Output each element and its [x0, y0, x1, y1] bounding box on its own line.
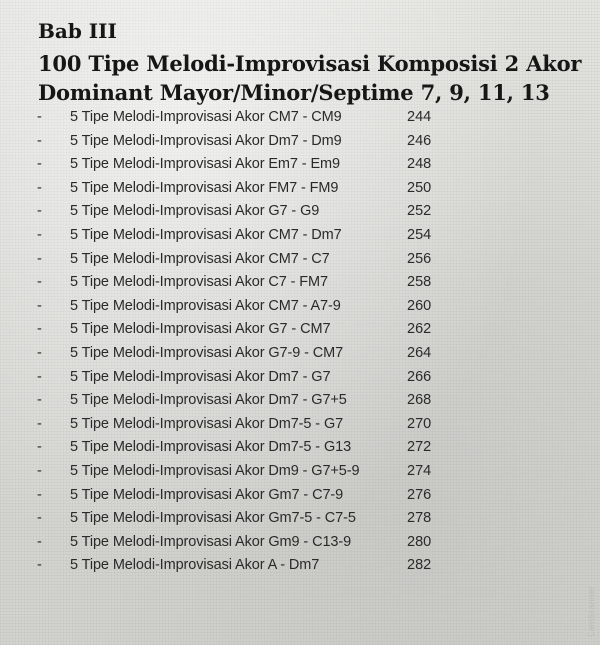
- bullet: -: [37, 368, 42, 385]
- toc-entry-title: 5 Tipe Melodi-Improvisasi Akor CM7 - A7-9: [70, 297, 341, 314]
- toc-entry-title: 5 Tipe Melodi-Improvisasi Akor CM7 - Dm7: [70, 226, 342, 243]
- toc-entry-title: 5 Tipe Melodi-Improvisasi Akor G7 - G9: [70, 203, 320, 220]
- toc-entry: [0, 295, 600, 319]
- bullet: -: [37, 344, 42, 361]
- bullet: -: [37, 109, 42, 125]
- bullet: -: [37, 179, 42, 196]
- toc-entry-title: 5 Tipe Melodi-Improvisasi Akor Dm9 - G7+5-9: [70, 462, 360, 479]
- table-of-contents: [0, 106, 600, 578]
- toc-entry: [0, 507, 600, 531]
- toc-entry-page: 262: [407, 321, 432, 338]
- bullet: -: [37, 297, 42, 314]
- toc-entry-title: 5 Tipe Melodi-Improvisasi Akor Dm7-5 - G13: [70, 439, 352, 456]
- toc-entry: [0, 224, 600, 248]
- toc-entry-title: 5 Tipe Melodi-Improvisasi Akor G7 - CM7: [70, 321, 331, 338]
- toc-entry: [0, 318, 600, 342]
- toc-entry-title: 5 Tipe Melodi-Improvisasi Akor FM7 - FM9: [70, 179, 339, 196]
- toc-entry-title: 5 Tipe Melodi-Improvisasi Akor Gm7 - C7-9: [70, 486, 344, 503]
- chapter-subtitle: Dominant Mayor/Minor/Septime 7, 9, 11, 13: [38, 80, 550, 105]
- bullet: -: [37, 203, 42, 220]
- toc-entry-title: 5 Tipe Melodi-Improvisasi Akor A - Dm7: [70, 557, 320, 574]
- toc-entry-title: 5 Tipe Melodi-Improvisasi Akor Gm9 - C13-9: [70, 533, 352, 550]
- toc-entry-page: 274: [407, 462, 432, 479]
- bullet: -: [37, 510, 42, 527]
- toc-entry-page: 260: [407, 297, 432, 314]
- toc-entry: [0, 460, 600, 484]
- bullet: -: [37, 321, 42, 338]
- toc-entry: [0, 554, 600, 578]
- bullet: -: [37, 533, 42, 550]
- toc-entry-page: 250: [407, 179, 432, 196]
- toc-entry-page: 254: [407, 226, 432, 243]
- toc-entry-title: 5 Tipe Melodi-Improvisasi Akor CM7 - C7: [70, 250, 330, 267]
- toc-entry-page: 252: [407, 203, 432, 220]
- toc-entry-page: 246: [407, 132, 432, 149]
- toc-entry: [0, 484, 600, 508]
- bullet: -: [37, 439, 42, 456]
- toc-entry-page: 264: [407, 344, 432, 361]
- toc-entry-page: 276: [407, 486, 432, 503]
- bullet: -: [37, 392, 42, 409]
- toc-entry: [0, 436, 600, 460]
- toc-entry-page: 272: [407, 439, 432, 456]
- toc-entry: [0, 342, 600, 366]
- toc-entry: [0, 389, 600, 413]
- toc-entry-title: 5 Tipe Melodi-Improvisasi Akor C7 - FM7: [70, 274, 328, 291]
- chapter-heading: Bab III: [38, 19, 117, 43]
- toc-entry-page: 270: [407, 415, 432, 432]
- toc-entry-title: 5 Tipe Melodi-Improvisasi Akor Dm7 - G7: [70, 368, 331, 385]
- bullet: -: [37, 132, 42, 149]
- toc-entry-page: 268: [407, 392, 432, 409]
- toc-entry: [0, 366, 600, 390]
- toc-entry-title: 5 Tipe Melodi-Improvisasi Akor Dm7 - Dm9: [70, 132, 342, 149]
- bullet: -: [37, 274, 42, 291]
- toc-entry: [0, 531, 600, 555]
- toc-entry: [0, 413, 600, 437]
- bullet: -: [37, 226, 42, 243]
- bullet: -: [37, 557, 42, 574]
- toc-entry-title: 5 Tipe Melodi-Improvisasi Akor CM7 - CM9: [70, 109, 342, 125]
- toc-entry-page: 248: [407, 156, 432, 173]
- toc-entry-page: 282: [407, 557, 432, 574]
- bullet: -: [37, 415, 42, 432]
- toc-entry: [0, 177, 600, 201]
- toc-entry-title: 5 Tipe Melodi-Improvisasi Akor Dm7 - G7+5: [70, 392, 347, 409]
- toc-entry-page: 258: [407, 274, 432, 291]
- toc-entry: [0, 271, 600, 295]
- bullet: -: [37, 486, 42, 503]
- chapter-title: 100 Tipe Melodi-Improvisasi Komposisi 2 Akor: [38, 51, 582, 76]
- bullet: -: [37, 462, 42, 479]
- toc-entry-page: 244: [407, 109, 432, 125]
- toc-entry-page: 266: [407, 368, 432, 385]
- bullet: -: [37, 156, 42, 173]
- toc-entry-page: 256: [407, 250, 432, 267]
- toc-entry-title: 5 Tipe Melodi-Improvisasi Akor Dm7-5 - G7: [70, 415, 344, 432]
- scanner-watermark: CamScanner: [587, 585, 596, 637]
- toc-entry: [0, 106, 600, 130]
- toc-entry-page: 280: [407, 533, 432, 550]
- toc-entry: [0, 200, 600, 224]
- toc-entry: [0, 153, 600, 177]
- toc-entry-title: 5 Tipe Melodi-Improvisasi Akor Em7 - Em9: [70, 156, 340, 173]
- toc-entry: [0, 130, 600, 154]
- toc-entry-page: 278: [407, 510, 432, 527]
- toc-entry: [0, 248, 600, 272]
- bullet: -: [37, 250, 42, 267]
- toc-entry-title: 5 Tipe Melodi-Improvisasi Akor G7-9 - CM7: [70, 344, 344, 361]
- toc-entry-title: 5 Tipe Melodi-Improvisasi Akor Gm7-5 - C7-5: [70, 510, 356, 527]
